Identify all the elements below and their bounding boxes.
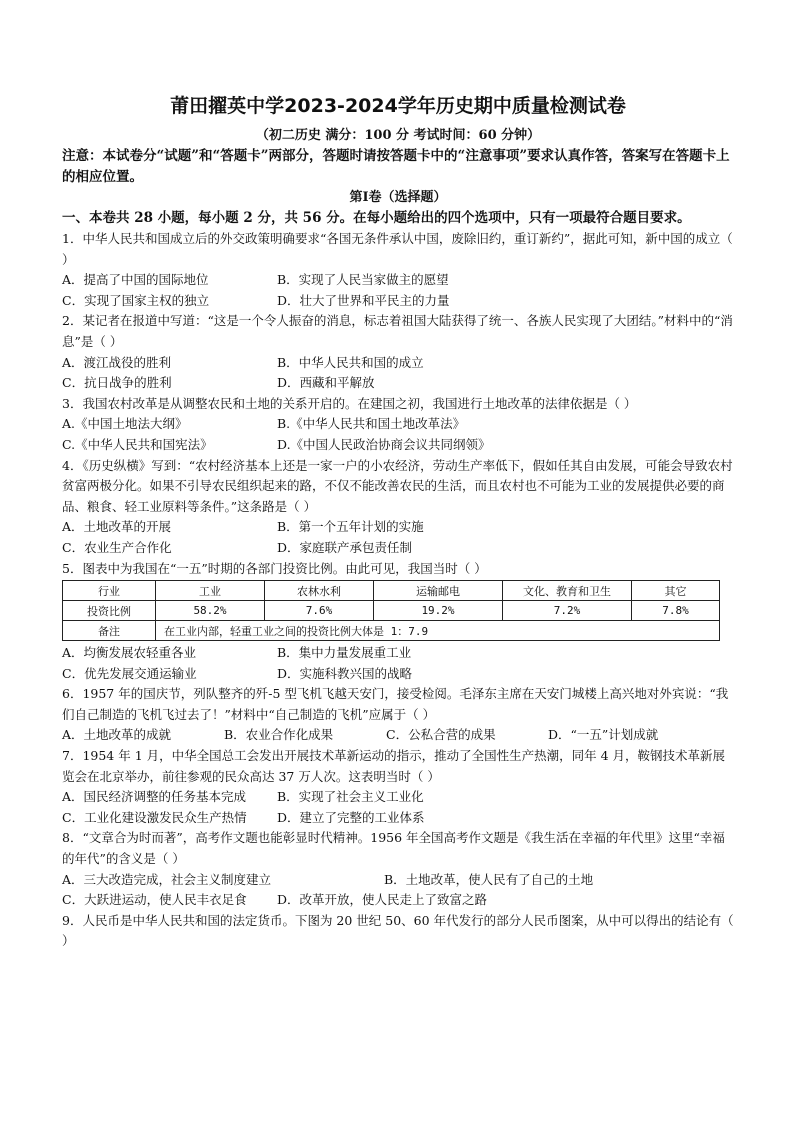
- option-a: A．土地改革的成就: [62, 727, 172, 743]
- question-2-options-row-2: [62, 373, 734, 394]
- option-d: D.《中国人民政治协商会议共同纲领》: [277, 436, 491, 452]
- option-c: C．实现了国家主权的独立: [62, 292, 210, 308]
- option-b: B．实现了人民当家做主的愿望: [277, 272, 449, 288]
- question-9: 9．人民币是中华人民共和国的法定货币。下图为 20 世纪 50、60 年代发行的部分人民币图案，从中可以得出的结论有（ ）: [62, 912, 734, 949]
- table-header-row: [63, 581, 720, 601]
- option-d: D．建立了完整的工业体系: [277, 809, 425, 825]
- question-2: 2．某记者在报道中写道：“这是一个令人振奋的消息，标志着祖国大陆获得了统一、各族人民实现了大团结。”材料中的“消息”是（ ）: [62, 313, 733, 349]
- option-c: C．大跃进运动，使人民丰衣足食: [62, 892, 247, 908]
- table-header-cell: 文化、教育和卫生: [503, 581, 632, 601]
- table-cell: 投资比例: [63, 601, 156, 621]
- option-b: B．土地改革，使人民有了自己的土地: [384, 871, 594, 887]
- question-1: 1．中华人民共和国成立后的外交政策明确要求“各国无条件承认中国，废除旧约，重订新约”，据此可知，新中国的成立（ ）: [62, 231, 733, 267]
- option-b: B．第一个五年计划的实施: [277, 519, 424, 535]
- option-d: D．改革开放，使人民走上了致富之路: [277, 892, 488, 908]
- table-header-cell: 农林水利: [265, 581, 374, 601]
- table-note-label: 备注: [63, 621, 156, 641]
- section-instructions: 一、本卷共 28 小题，每小题 2 分，共 56 分。在每小题给出的四个选项中，只有一项最符合题目要求。: [62, 210, 691, 226]
- question-7-options-row-1: [62, 787, 734, 808]
- option-d: D．“一五”计划成就: [548, 727, 659, 743]
- option-b: B．中华人民共和国的成立: [277, 354, 424, 370]
- investment-table: [62, 580, 720, 641]
- option-a: A．渡江战役的胜利: [62, 354, 172, 370]
- question-6-options: [62, 725, 734, 746]
- question-3: 3．我国农村改革是从调整农民和土地的关系开启的。在建国之初，我国进行土地改革的法律依据是（ ）: [62, 395, 637, 411]
- table-cell: 7.6%: [265, 601, 374, 621]
- question-5: 5．图表中为我国在“一五”时期的各部门投资比例。由此可见，我国当时（ ）: [62, 560, 487, 576]
- table-header-cell: 其它: [632, 581, 720, 601]
- table-cell: 19.2%: [374, 601, 503, 621]
- question-8-options-row-1: [62, 870, 734, 891]
- question-7: 7．1954 年 1 月，中华全国总工会发出开展技术革新运动的指示，推动了全国性生产热潮，同年 4 月，鞍钢技术革新展览会在北京举办，前往参观的民众高达 37 万人次。这表明当时（ ）: [62, 748, 726, 784]
- option-d: D．家庭联产承包责任制: [277, 539, 413, 555]
- option-c: C．农业生产合作化: [62, 539, 172, 555]
- option-d: D．壮大了世界和平民主的力量: [277, 292, 450, 308]
- question-3-options-row-1: [62, 414, 734, 435]
- option-a: A．国民经济调整的任务基本完成: [62, 789, 247, 805]
- option-c: C.《中华人民共和国宪法》: [62, 436, 213, 452]
- option-a: A．土地改革的开展: [62, 519, 172, 535]
- table-note-row: [63, 621, 720, 641]
- question-1-options-row-1: [62, 270, 734, 291]
- question-3-options-row-2: [62, 435, 734, 456]
- table-header-cell: 工业: [156, 581, 265, 601]
- option-a: A．均衡发展农轻重各业: [62, 645, 197, 661]
- option-a: A．三大改造完成，社会主义制度建立: [62, 871, 272, 887]
- option-b: B.《中华人民共和国土地改革法》: [277, 416, 466, 432]
- table-cell: 7.8%: [632, 601, 720, 621]
- question-5-options-row-2: [62, 664, 734, 685]
- option-b: B．集中力量发展重工业: [277, 645, 412, 661]
- table-row: [63, 601, 720, 621]
- exam-title: 莆田擢英中学2023-2024学年历史期中质量检测试卷: [170, 95, 626, 117]
- exam-subtitle: （初二历史 满分：100 分 考试时间：60 分钟）: [255, 128, 541, 143]
- option-d: D．西藏和平解放: [277, 375, 375, 391]
- question-4-options-row-1: [62, 517, 734, 538]
- option-c: C．优先发展交通运输业: [62, 665, 197, 681]
- table-header-cell: 运输邮电: [374, 581, 503, 601]
- question-5-options-row-1: [62, 643, 734, 664]
- question-1-options-row-2: [62, 291, 734, 312]
- option-b: B．实现了社会主义工业化: [277, 789, 424, 805]
- option-c: C．工业化建设激发民众生产热情: [62, 809, 247, 825]
- table-cell: 7.2%: [503, 601, 632, 621]
- question-8-options-row-2: [62, 890, 734, 911]
- exam-page: [62, 92, 734, 952]
- section-title: 第Ⅰ卷（选择题）: [349, 190, 447, 205]
- option-a: A．提高了中国的国际地位: [62, 272, 209, 288]
- option-b: B．农业合作化成果: [224, 727, 334, 743]
- table-note: 在工业内部，轻重工业之间的投资比例大体是 1：7.9: [156, 621, 720, 641]
- exam-notice: 注意：本试卷分“试题”和“答题卡”两部分，答题时请按答题卡中的“注意事项”要求认真作答，答案写在答题卡上的相应位置。: [62, 148, 730, 185]
- option-d: D．实施科教兴国的战略: [277, 665, 413, 681]
- option-c: C．公私合营的成果: [386, 727, 496, 743]
- question-6: 6．1957 年的国庆节，列队整齐的歼-5 型飞机飞越天安门，接受检阅。毛泽东主席在天安门城楼上高兴地对外宾说：“我们自己制造的飞机飞过去了！”材料中“自己制造的飞机”应属于（ ）: [62, 686, 729, 722]
- question-4: 4．《历史纵横》写到：“农村经济基本上还是一家一户的小农经济，劳动生产率低下，假如任其自由发展，可能会导致农村贫富两极分化。如果不引导农民组织起来的路，不仅不能改善农民的生活，而且农村也不可能为工业的发展提供必要的商品、粮食、轻工业原料等条件。”这条路是（ ）: [62, 457, 733, 514]
- table-header-cell: 行业: [63, 581, 156, 601]
- table-cell: 58.2%: [156, 601, 265, 621]
- question-4-options-row-2: [62, 538, 734, 559]
- question-2-options-row-1: [62, 353, 734, 374]
- question-8: 8．“文章合为时而著”，高考作文题也能彰显时代精神。1956 年全国高考作文题是《我生活在幸福的年代里》这里“幸福的年代”的含义是（ ）: [62, 830, 725, 867]
- question-7-options-row-2: [62, 808, 734, 829]
- option-a: A.《中国土地法大纲》: [62, 416, 188, 432]
- option-c: C．抗日战争的胜利: [62, 375, 172, 391]
